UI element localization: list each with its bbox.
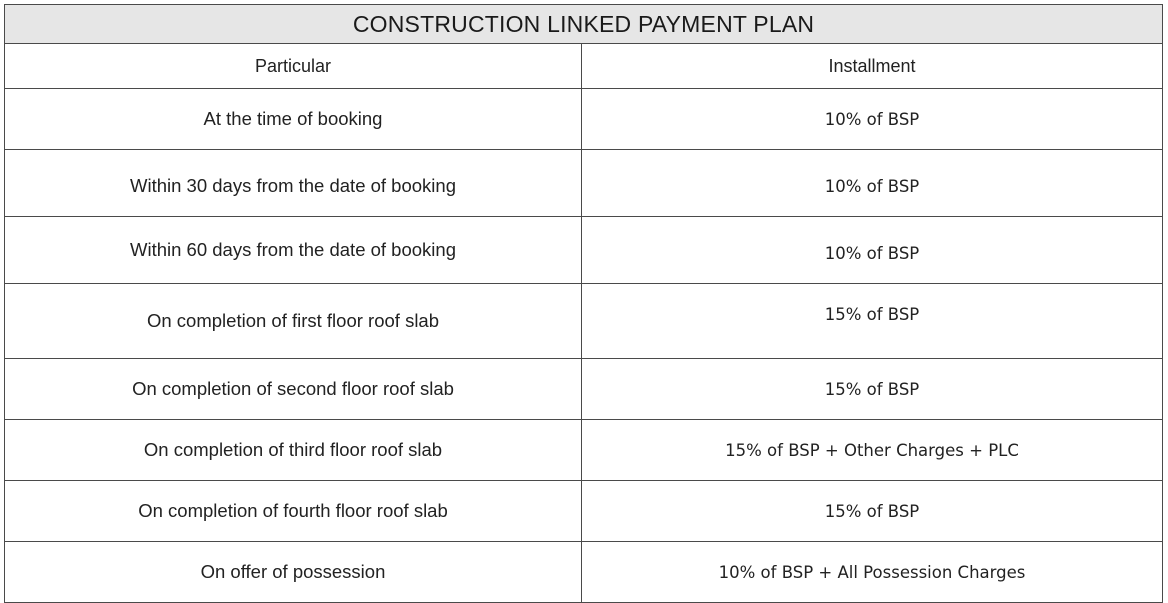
- particular-cell: Within 60 days from the date of booking: [5, 217, 582, 284]
- table-title: CONSTRUCTION LINKED PAYMENT PLAN: [5, 5, 1163, 44]
- table-row: [5, 150, 1163, 217]
- particular-cell: At the time of booking: [5, 89, 582, 150]
- table-row: [5, 481, 1163, 542]
- header-installment: Installment: [582, 44, 1163, 89]
- header-row: [5, 44, 1163, 89]
- table-row: [5, 284, 1163, 359]
- installment-cell: 10% of BSP: [582, 217, 1163, 284]
- title-row: [5, 5, 1163, 44]
- installment-cell: 15% of BSP: [582, 359, 1163, 420]
- particular-cell: On completion of third floor roof slab: [5, 420, 582, 481]
- table-row: [5, 420, 1163, 481]
- installment-cell: 15% of BSP: [582, 284, 1163, 359]
- header-particular: Particular: [5, 44, 582, 89]
- particular-cell: On completion of second floor roof slab: [5, 359, 582, 420]
- table-row: [5, 89, 1163, 150]
- particular-cell: On completion of fourth floor roof slab: [5, 481, 582, 542]
- particular-cell: On completion of first floor roof slab: [5, 284, 582, 359]
- table-row: [5, 542, 1163, 603]
- installment-cell: 10% of BSP: [582, 89, 1163, 150]
- particular-cell: On offer of possession: [5, 542, 582, 603]
- installment-cell: 15% of BSP: [582, 481, 1163, 542]
- installment-cell: 10% of BSP + All Possession Charges: [582, 542, 1163, 603]
- table-row: [5, 359, 1163, 420]
- payment-plan-table: [4, 4, 1163, 603]
- particular-cell: Within 30 days from the date of booking: [5, 150, 582, 217]
- installment-cell: 15% of BSP + Other Charges + PLC: [582, 420, 1163, 481]
- table-row: [5, 217, 1163, 284]
- installment-cell: 10% of BSP: [582, 150, 1163, 217]
